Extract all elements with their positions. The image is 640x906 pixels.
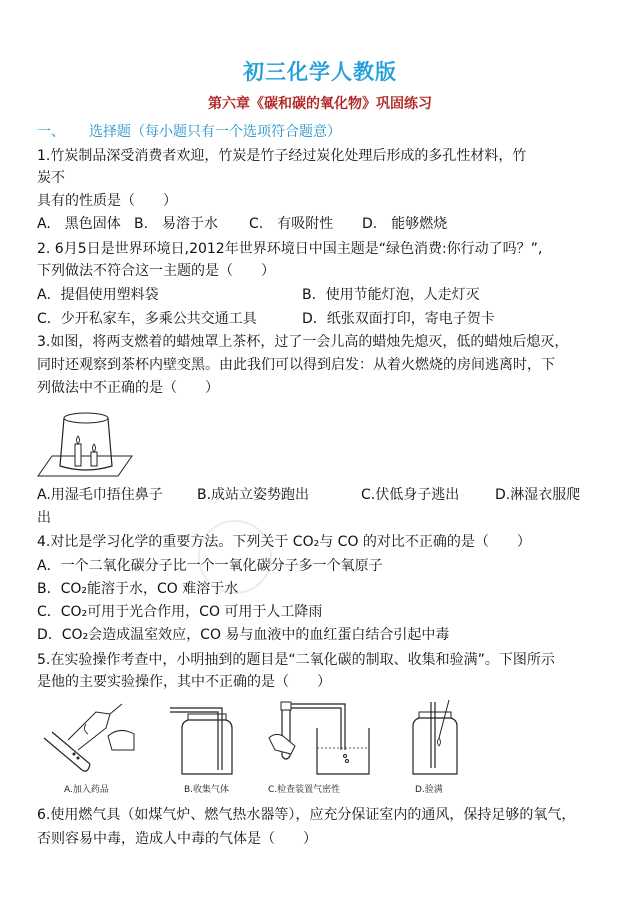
q4-option-d[interactable]: D．CO₂会造成温室效应，CO 易与血液中的血红蛋白结合引起中毒 xyxy=(37,627,450,643)
q3-option-d[interactable]: D.淋湿衣服爬 xyxy=(495,487,581,503)
q6-stem-line2: 否则容易中毒，造成人中毒的气体是（ ） xyxy=(37,831,317,847)
section-heading xyxy=(37,121,341,141)
q4-option-a[interactable]: A．一个二氧化碳分子比一个一氧化碳分子多一个氧原子 xyxy=(37,558,383,574)
q1-option-a[interactable]: A. 黑色固体 xyxy=(37,216,121,232)
q1-stem-line1: 1.竹炭制品深受消费者欢迎，竹炭是竹子经过炭化处理后形成的多孔性材料，竹 xyxy=(37,148,527,164)
q1-option-d[interactable]: D. 能够燃烧 xyxy=(362,216,448,232)
figure-d-label: D.验满 xyxy=(415,785,443,795)
q3-stem-line3: 列做法中不正确的是（ ） xyxy=(37,380,219,396)
q5-stem-line2: 是他的主要实验操作，其中不正确的是（ ） xyxy=(37,674,331,690)
q1-option-c[interactable]: C. 有吸附性 xyxy=(249,216,334,232)
figure-b-collecting-gas xyxy=(168,698,248,780)
figure-c-airtightness-check xyxy=(265,698,375,780)
q4-stem: 4.对比是学习化学的重要方法。下列关于 CO₂与 CO 的对比不正确的是（ ） xyxy=(37,534,531,550)
section-number: 一、 xyxy=(37,124,65,140)
q2-option-d[interactable]: D．纸张双面打印，寄电子贺卡 xyxy=(302,311,495,327)
worksheet-title: 初三化学人教版 xyxy=(243,60,397,84)
q6-stem-line1: 6.使用燃气具（如煤气炉、燃气热水器等），应充分保证室内的通风，保持足够的氧气， xyxy=(37,807,576,823)
figure-b-label: B.收集气体 xyxy=(184,785,230,795)
figure-a-adding-reagent xyxy=(38,698,148,780)
q4-option-c[interactable]: C．CO₂可用于光合作用，CO 可用于人工降雨 xyxy=(37,604,323,620)
q3-option-b[interactable]: B.成站立姿势跑出 xyxy=(197,487,310,503)
q1-option-b[interactable]: B. 易溶于水 xyxy=(134,216,219,232)
q3-stem-line2: 同时还观察到茶杯内壁变黑。由此我们可以得到启发：从着火燃烧的房间逃离时，下 xyxy=(37,357,555,373)
figure-a-label: A.加入药品 xyxy=(64,785,109,795)
section-label: 选择题（每小题只有一个选项符合题意） xyxy=(89,124,341,140)
q1-stem-line2: 炭不 xyxy=(37,170,65,186)
q2-stem-line1: 2. 6月5日是世界环境日,2012年世界环境日中国主题是“绿色消费:你行动了吗？”, xyxy=(37,241,543,257)
candle-cup-illustration xyxy=(36,400,136,486)
figure-d-checking-full xyxy=(405,698,465,780)
q2-option-a[interactable]: A．提倡使用塑料袋 xyxy=(37,287,159,303)
q5-stem-line1: 5.在实验操作考查中，小明抽到的题目是“二氧化碳的制取、收集和验满”。下图所示 xyxy=(37,652,555,668)
q4-option-b[interactable]: B．CO₂能溶于水，CO 难溶于水 xyxy=(37,581,239,597)
q3-option-c[interactable]: C.伏低身子逃出 xyxy=(361,487,460,503)
figure-c-label: C.检查装置气密性 xyxy=(268,785,341,795)
q2-option-c[interactable]: C．少开私家车，多乘公共交通工具 xyxy=(37,311,257,327)
q1-options xyxy=(37,215,447,233)
chapter-subtitle: 第六章《碳和碳的氧化物》巩固练习 xyxy=(208,96,432,112)
q2-option-b[interactable]: B．使用节能灯泡，人走灯灭 xyxy=(302,287,480,303)
q3-options xyxy=(37,486,580,504)
q2-options-row2 xyxy=(37,310,495,328)
q1-stem-line3: 具有的性质是（ ） xyxy=(37,193,177,209)
q3-stem-line1: 3.如图，将两支燃着的蜡烛罩上茶杯，过了一会儿高的蜡烛先熄灭，低的蜡烛后熄灭， xyxy=(37,334,569,350)
q3-option-d-wrap: 出 xyxy=(37,510,51,526)
q2-options-row1 xyxy=(37,286,480,304)
q3-option-a[interactable]: A.用湿毛巾捂住鼻子 xyxy=(37,487,163,503)
q2-stem-line2: 下列做法不符合这一主题的是（ ） xyxy=(37,263,275,279)
